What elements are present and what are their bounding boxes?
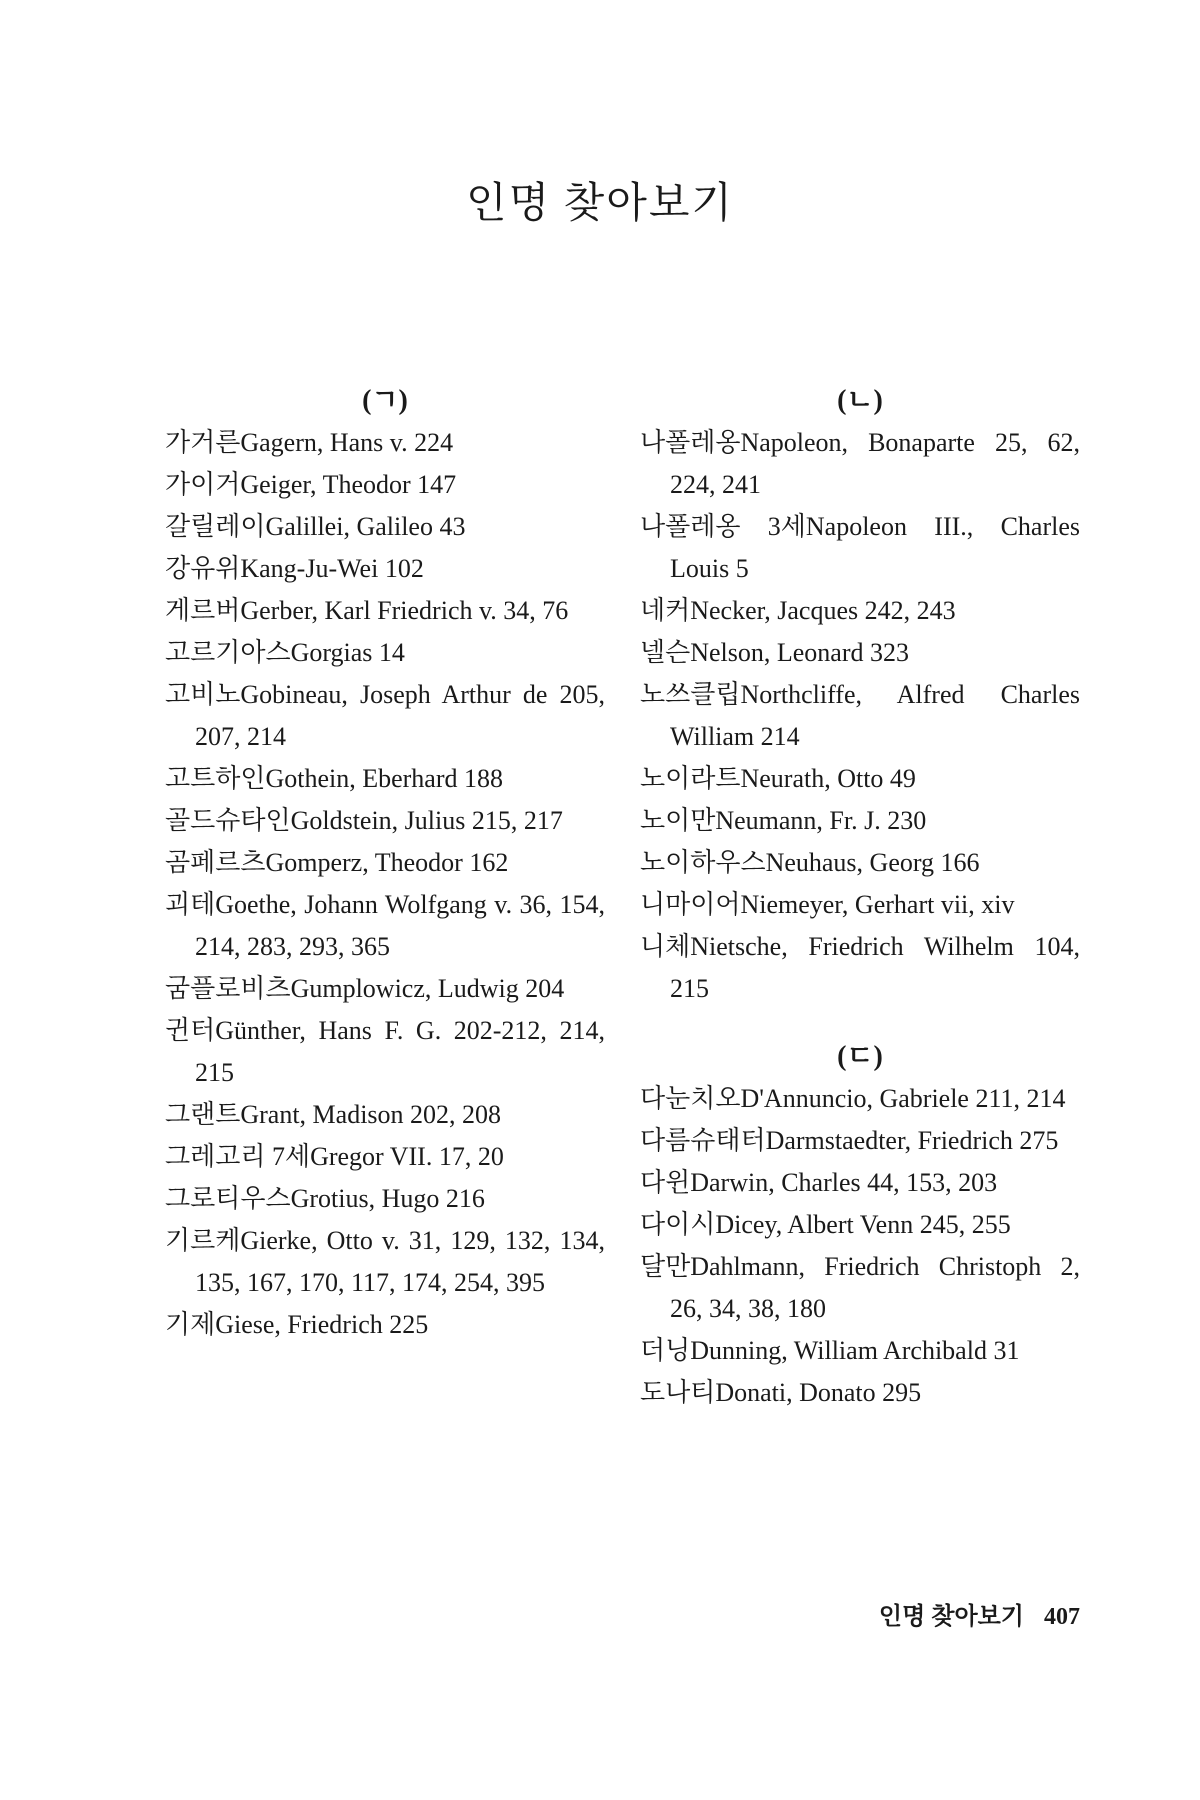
index-entry: 니체Nietsche, Friedrich Wilhelm 104, 215 (640, 932, 1080, 1003)
index-entry: 곰페르츠Gomperz, Theodor 162 (165, 848, 509, 877)
index-section-giyeok (165, 380, 605, 1346)
section-heading: (ㄱ) (362, 385, 408, 416)
index-entry: 도나티Donati, Donato 295 (640, 1378, 922, 1407)
index-entry: 고르기아스Gorgias 14 (165, 638, 405, 667)
index-entry: 니마이어Niemeyer, Gerhart vii, xiv (640, 890, 1015, 919)
index-column-right (640, 380, 1080, 1414)
index-entry: 강유위Kang-Ju-Wei 102 (165, 554, 424, 583)
index-entry: 게르버Gerber, Karl Friedrich v. 34, 76 (165, 596, 569, 625)
index-entry: 그로티우스Grotius, Hugo 216 (165, 1184, 485, 1213)
index-entry: 달만Dahlmann, Friedrich Christoph 2, 26, 34, 38, 180 (640, 1252, 1080, 1323)
index-entry: 고비노Gobineau, Joseph Arthur de 205, 207, 214 (165, 680, 605, 751)
index-entry: 나폴레옹 3세Napoleon III., Charles Louis 5 (640, 512, 1080, 583)
index-entry: 나폴레옹Napoleon, Bonaparte 25, 62, 224, 241 (640, 428, 1080, 499)
index-entry: 다눈치오D'Annuncio, Gabriele 211, 214 (640, 1084, 1066, 1113)
index-entry: 다이시Dicey, Albert Venn 245, 255 (640, 1210, 1011, 1239)
index-entry: 고트하인Gothein, Eberhard 188 (165, 764, 504, 793)
index-entry: 노이하우스Neuhaus, Georg 166 (640, 848, 980, 877)
running-footer-label: 인명 찾아보기 (878, 1604, 1024, 1630)
index-entry: 괴테Goethe, Johann Wolfgang v. 36, 154, 214, 283, 293, 365 (165, 890, 605, 961)
index-entry: 다윈Darwin, Charles 44, 153, 203 (640, 1168, 998, 1197)
index-entry: 노쓰클립Northcliffe, Alfred Charles William 214 (640, 680, 1080, 751)
index-entry: 그레고리 7세Gregor VII. 17, 20 (165, 1142, 504, 1171)
index-entry: 노이만Neumann, Fr. J. 230 (640, 806, 927, 835)
index-entry: 넬슨Nelson, Leonard 323 (640, 638, 910, 667)
index-entry: 굼플로비츠Gumplowicz, Ludwig 204 (165, 974, 565, 1003)
index-entry: 노이라트Neurath, Otto 49 (640, 764, 916, 793)
index-entry: 가이거Geiger, Theodor 147 (165, 470, 457, 499)
index-section-digeut (640, 1036, 1080, 1414)
index-entry: 기제Giese, Friedrich 225 (165, 1310, 429, 1339)
index-entry: 네커Necker, Jacques 242, 243 (640, 596, 956, 625)
index-entry: 갈릴레이Galillei, Galileo 43 (165, 512, 466, 541)
page-number: 407 (1044, 1604, 1080, 1630)
entry-list (640, 422, 1080, 1010)
index-entry: 그랜트Grant, Madison 202, 208 (165, 1100, 502, 1129)
index-column-left (165, 380, 605, 1346)
section-heading: (ㄷ) (837, 1041, 883, 1072)
index-entry: 더닝Dunning, William Archibald 31 (640, 1336, 1020, 1365)
index-entry: 골드슈타인Goldstein, Julius 215, 217 (165, 806, 563, 835)
index-section-nieun (640, 380, 1080, 1010)
index-entry: 다름슈태터Darmstaedter, Friedrich 275 (640, 1126, 1059, 1155)
page-footer (700, 1596, 1080, 1631)
page-title: 인명 찾아보기 (466, 181, 734, 227)
index-entry: 가거른Gagern, Hans v. 224 (165, 428, 454, 457)
section-heading: (ㄴ) (837, 385, 883, 416)
index-entry: 기르케Gierke, Otto v. 31, 129, 132, 134, 135, 167, 170, 117, 174, 254, 395 (165, 1226, 605, 1297)
entry-list (165, 422, 605, 1346)
index-entry: 귄터Günther, Hans F. G. 202-212, 214, 215 (165, 1016, 605, 1087)
entry-list (640, 1078, 1080, 1414)
